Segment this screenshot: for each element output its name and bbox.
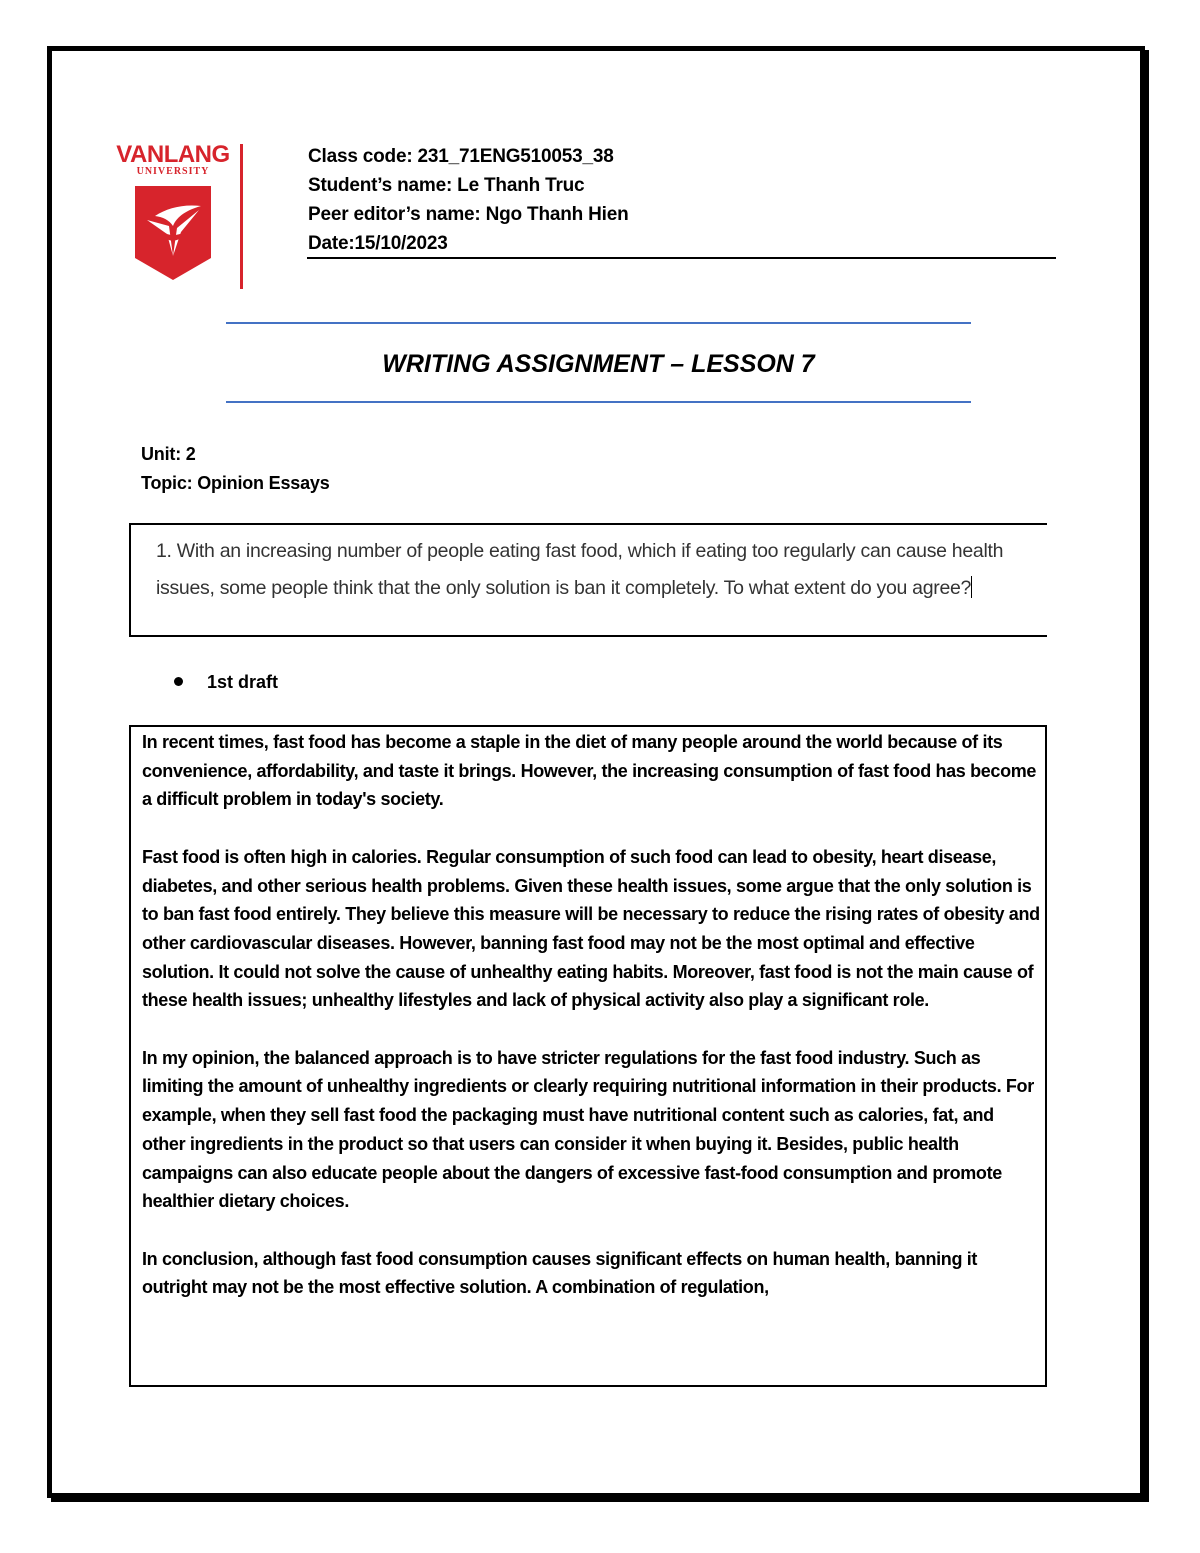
essay-box[interactable] — [129, 725, 1047, 1387]
vanlang-university-logo — [114, 142, 234, 282]
logo-divider — [240, 144, 243, 289]
essay-paragraph: In conclusion, although fast food consumption causes significant effects on human health, banning it outright may not be the most effective solution. A combination of regulation, — [142, 1248, 978, 1298]
prompt-question: 1. With an increasing number of people eating fast food, which if eating too regularly can cause health issues, some people think that the only solution is ban it completely. To what extent do you agree? — [156, 540, 1004, 599]
unit-label: Unit: 2 — [141, 444, 196, 464]
bullet-icon — [174, 677, 183, 686]
header-rule — [307, 257, 1056, 259]
topic-label: Topic: Opinion Essays — [141, 473, 330, 493]
prompt-text — [156, 533, 1046, 607]
essay-text — [142, 728, 1040, 1331]
essay-paragraph: In recent times, fast food has become a staple in the diet of many people around the world because of its convenience, affordability, and taste it brings. However, the increasing consumption of fast food has become a difficult problem in today's society. — [142, 732, 1037, 810]
unit-topic — [141, 440, 330, 498]
class-code: Class code: 231_71ENG510053_38 — [308, 146, 614, 167]
student-name: Student’s name: Le Thanh Truc — [308, 175, 585, 196]
shield-icon — [133, 186, 213, 280]
page-title: WRITING ASSIGNMENT – LESSON 7 — [382, 350, 815, 378]
essay-paragraph: In my opinion, the balanced approach is to have stricter regulations for the fast food industry. Such as limiting the amount of unhealthy ingredients or clearly requiring nutritional information in their products. For example, when they sell fast food the packaging must have nutritional content such as calories, fat, and other ingredients in the product so that users can consider it when buying it. Besides, public health campaigns can also educate people about the dangers of excessive fast-food consumption and promote healthier dietary choices. — [142, 1047, 1034, 1212]
logo-wordmark: VANLANG — [116, 141, 230, 168]
prompt-box[interactable] — [129, 523, 1047, 637]
essay-paragraph: Fast food is often high in calories. Regular consumption of such food can lead to obesity, heart disease, diabetes, and other serious health problems. Given these health issues, some argue that the only solution is to ban fast food entirely. They believe this measure will be necessary to reduce the rising rates of obesity and other cardiovascular diseases. However, banning fast food may not be the most optimal and effective solution. It could not solve the cause of unhealthy eating habits. Moreover, fast food is not the main cause of these health issues; unhealthy lifestyles and lack of physical activity also play a significant role. — [142, 846, 1040, 1011]
peer-editor-name: Peer editor’s name: Ngo Thanh Hien — [308, 204, 629, 225]
logo-subtitle: UNIVERSITY — [136, 166, 210, 177]
draft-label: 1st draft — [207, 672, 279, 692]
text-cursor — [971, 576, 972, 598]
assignment-date: Date:15/10/2023 — [308, 233, 448, 254]
draft-bullet — [174, 668, 278, 697]
title-rule-top — [226, 322, 971, 324]
header-info — [308, 142, 1056, 258]
title-rule-bottom — [226, 401, 971, 403]
